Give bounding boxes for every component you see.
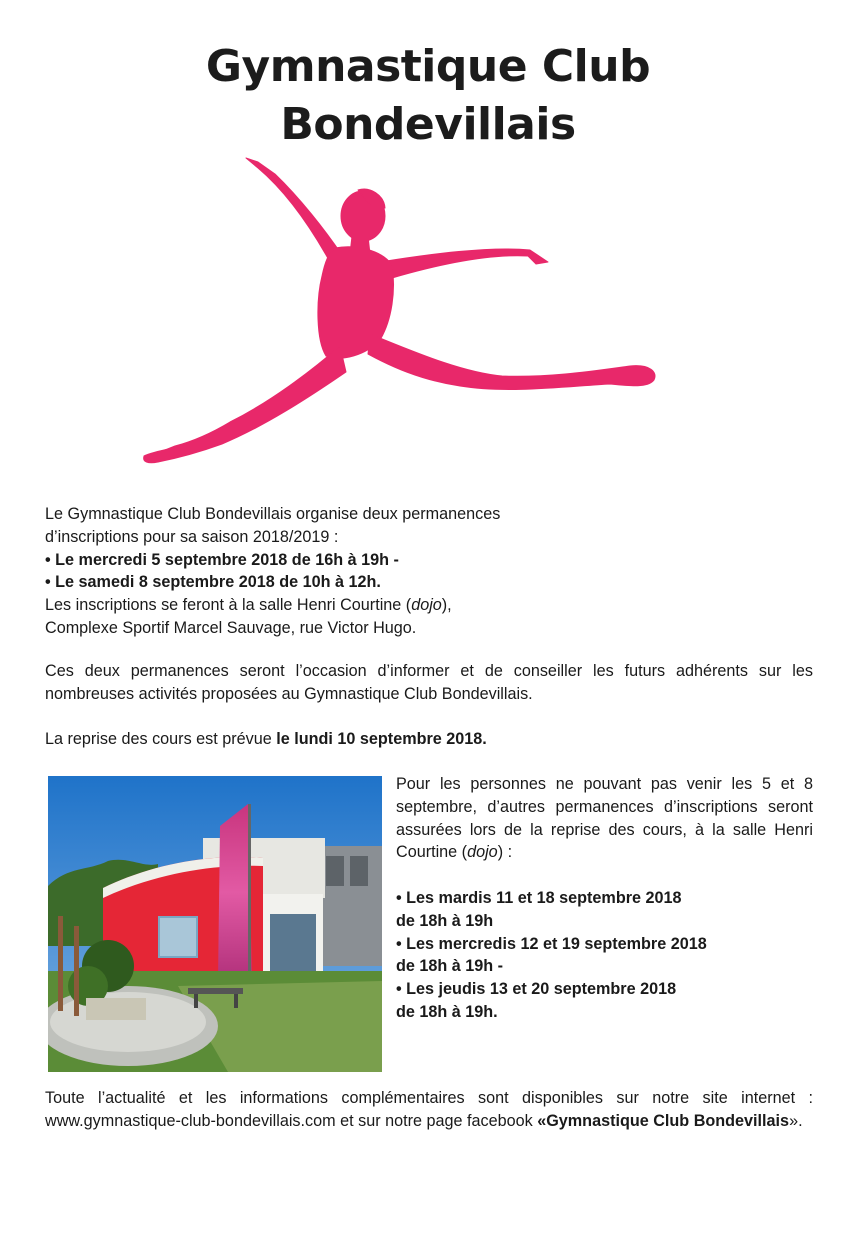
schedule-item-day: • Les mardis 11 et 18 septembre 2018 (396, 888, 682, 907)
schedule-item-hours: de 18h à 19h (396, 911, 494, 930)
resumption-paragraph (45, 728, 813, 751)
intro-paragraph (45, 503, 825, 640)
schedule-item-hours: de 18h à 19h - (396, 957, 504, 976)
resumption-date: le lundi 10 septembre 2018. (276, 730, 487, 748)
additional-intro (396, 773, 813, 864)
schedule-item-day: • Les mercredis 12 et 19 septembre 2018 (396, 934, 707, 953)
intro-bullet-2: • Le samedi 8 septembre 2018 de 10h à 12h. (45, 573, 381, 592)
intro-bullet-1: • Le mercredi 5 septembre 2018 de 16h à 19h - (45, 550, 399, 569)
intro-venue-text-b: ), (441, 596, 452, 615)
additional-text-a: Pour les personnes ne pouvant pas venir les 5 et 8 septembre, d’autres permanences d’inscriptions seront assurées lors de la reprise des cours, à la salle Henri Courtine ( (396, 775, 813, 862)
footer-text-a: Toute l’actualité et les informations complémentaires sont disponibles sur notre site internet : www.gymnastique-club-bondevillais.com et sur notre page facebook (45, 1089, 813, 1130)
title-line-1: Gymnastique Club (205, 41, 651, 92)
schedule-item-hours: de 18h à 19h. (396, 1002, 498, 1021)
footer-facebook-name: «Gymnastique Club Bondevillais (537, 1111, 790, 1130)
intro-venue-line-1 (45, 594, 825, 617)
activities-paragraph: Ces deux permanences seront l’occasion d’informer et de conseiller les futurs adhérents sur les nombreuses activités proposées au Gymnastique Club Bondevillais. (45, 662, 813, 703)
footer-paragraph (45, 1087, 813, 1133)
intro-venue-text-a: Les inscriptions se feront à la salle Henri Courtine ( (45, 596, 412, 615)
intro-line-1: Le Gymnastique Club Bondevillais organise deux permanences (45, 505, 501, 523)
schedule-item-day: • Les jeudis 13 et 20 septembre 2018 (396, 980, 677, 999)
additional-registrations (396, 773, 813, 1024)
additional-dojo: dojo (467, 843, 498, 862)
club-building-illustration (48, 776, 382, 1072)
additional-text-b: ) : (497, 843, 513, 862)
title-line-2: Bondevillais (280, 99, 576, 150)
page-title (0, 38, 856, 154)
intro-venue-dojo: dojo (411, 596, 442, 615)
resumption-prefix: La reprise des cours est prévue (45, 730, 277, 748)
footer-text-b: ». (789, 1111, 803, 1130)
gymnast-leap-silhouette-icon (130, 150, 660, 470)
club-building-photo (48, 776, 382, 1072)
intro-line-2: d’inscriptions pour sa saison 2018/2019 : (45, 527, 339, 546)
intro-venue-line-2: Complexe Sportif Marcel Sauvage, rue Victor Hugo. (45, 618, 417, 637)
